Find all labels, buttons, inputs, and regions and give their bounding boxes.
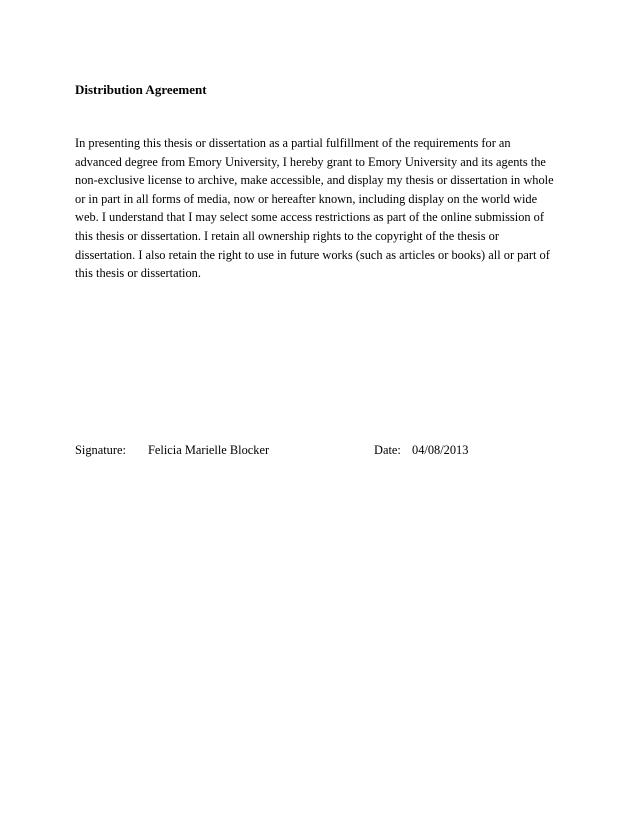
paragraph-line: or in part in all forms of media, now or hereafter known, including display on the world wide bbox=[75, 191, 538, 206]
paragraph-line: this thesis or dissertation. I retain all ownership rights to the copyright of the thesis or bbox=[75, 228, 499, 243]
paragraph-line: this thesis or dissertation. bbox=[75, 266, 201, 281]
date-label: Date: bbox=[374, 443, 401, 457]
paragraph-line: non-exclusive license to archive, make accessible, and display my thesis or dissertation in whole bbox=[75, 173, 554, 188]
paragraph-line: dissertation. I also retain the right to use in future works (such as articles or books) all or part of bbox=[75, 247, 550, 262]
signature-label: Signature: bbox=[75, 443, 126, 457]
paragraph-line: web. I understand that I may select some access restrictions as part of the online submission of bbox=[75, 210, 544, 225]
paragraph-line: advanced degree from Emory University, I hereby grant to Emory University and its agents the bbox=[75, 154, 546, 169]
signature-row bbox=[0, 441, 638, 459]
signature-name: Felicia Marielle Blocker bbox=[148, 443, 270, 457]
date-value: 04/08/2013 bbox=[412, 443, 469, 457]
paragraph-line: In presenting this thesis or dissertation as a partial fulfillment of the requirements for an bbox=[75, 136, 511, 150]
document-title: Distribution Agreement bbox=[75, 82, 207, 97]
agreement-paragraph bbox=[75, 134, 575, 283]
